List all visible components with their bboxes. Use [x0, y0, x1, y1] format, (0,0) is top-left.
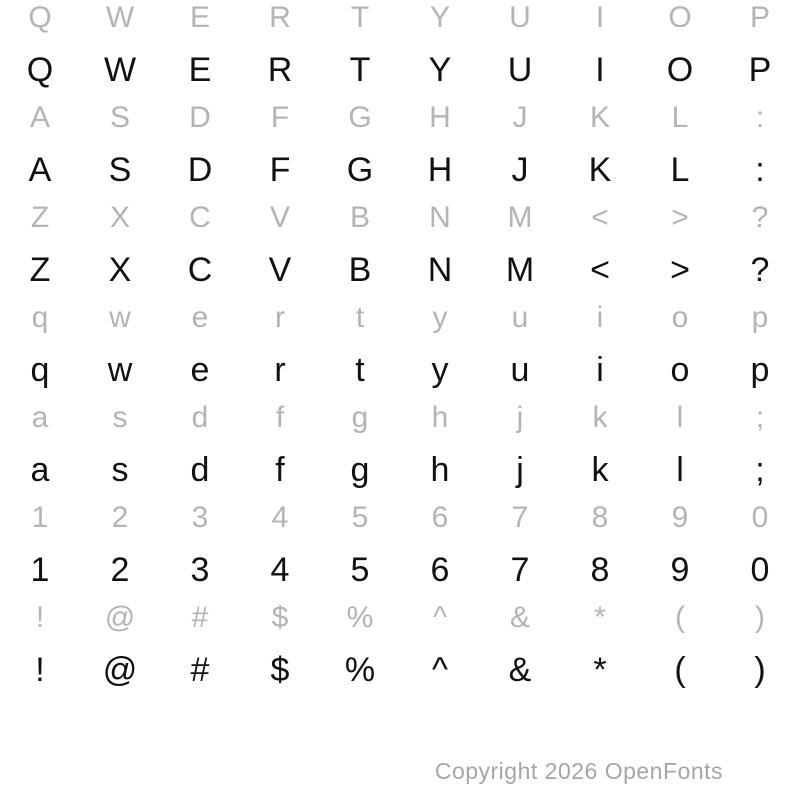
- glyph-cell: f: [275, 401, 285, 434]
- glyph-cell: ?: [751, 201, 769, 234]
- glyph-cell: :: [755, 151, 765, 189]
- glyph-cell: a: [31, 401, 49, 434]
- glyph-cell: j: [516, 451, 524, 489]
- glyph-cell: 5: [350, 551, 370, 589]
- glyph-cell: O: [666, 51, 694, 89]
- glyph-cell: N: [427, 251, 453, 289]
- glyph-cell: 4: [270, 551, 290, 589]
- copyright-text: Copyright 2026 OpenFonts: [434, 758, 723, 784]
- glyph-cell: w: [109, 301, 131, 334]
- glyph-cell: B: [349, 201, 370, 234]
- specimen-row-lowercase-qwerty-gray: [0, 293, 800, 343]
- glyph-cell: y: [431, 351, 449, 389]
- glyph-cell: L: [670, 151, 690, 189]
- glyph-cell: O: [668, 1, 692, 34]
- glyph-cell: G: [348, 101, 372, 134]
- glyph-cell: D: [189, 101, 211, 134]
- glyph-cell: A: [29, 101, 50, 134]
- glyph-cell: Q: [28, 1, 52, 34]
- glyph-cell: 1: [31, 501, 49, 534]
- glyph-cell: t: [355, 301, 365, 334]
- glyph-cell: *: [594, 601, 606, 634]
- glyph-cell: C: [189, 201, 211, 234]
- specimen-row-digits-gray: [0, 493, 800, 543]
- glyph-cell: S: [108, 151, 132, 189]
- glyph-cell: F: [270, 101, 290, 134]
- glyph-cell: L: [671, 101, 689, 134]
- glyph-cell: l: [676, 401, 684, 434]
- glyph-cell: A: [28, 151, 52, 189]
- glyph-cell: H: [427, 151, 453, 189]
- glyph-cell: ): [755, 601, 765, 634]
- glyph-cell: 7: [511, 501, 529, 534]
- glyph-cell: t: [355, 351, 365, 389]
- glyph-cell: u: [510, 351, 530, 389]
- glyph-cell: 8: [590, 551, 610, 589]
- glyph-cell: >: [670, 251, 690, 289]
- glyph-cell: 6: [431, 501, 449, 534]
- glyph-cell: k: [591, 451, 609, 489]
- specimen-row-lowercase-asdf-black: [0, 445, 800, 495]
- glyph-cell: i: [596, 301, 604, 334]
- glyph-cell: @: [102, 651, 138, 689]
- glyph-cell: ^: [432, 651, 448, 689]
- glyph-cell: M: [507, 201, 533, 234]
- glyph-cell: H: [429, 101, 451, 134]
- glyph-cell: M: [505, 251, 535, 289]
- glyph-cell: S: [109, 101, 130, 134]
- specimen-row-symbols-black: [0, 645, 800, 695]
- glyph-cell: j: [516, 401, 524, 434]
- glyph-cell: $: [271, 601, 289, 634]
- glyph-cell: X: [109, 201, 130, 234]
- glyph-cell: Y: [429, 1, 450, 34]
- glyph-cell: J: [512, 101, 528, 134]
- glyph-cell: 8: [591, 501, 609, 534]
- glyph-cell: r: [275, 301, 285, 334]
- specimen-row-digits-black: [0, 545, 800, 595]
- glyph-cell: u: [511, 301, 529, 334]
- glyph-cell: >: [671, 201, 689, 234]
- glyph-cell: C: [187, 251, 213, 289]
- glyph-cell: 3: [190, 551, 210, 589]
- glyph-cell: N: [429, 201, 451, 234]
- glyph-cell: d: [190, 451, 210, 489]
- glyph-cell: ;: [755, 401, 765, 434]
- glyph-cell: 0: [751, 501, 769, 534]
- glyph-cell: o: [670, 351, 690, 389]
- glyph-cell: E: [189, 1, 210, 34]
- glyph-cell: 2: [110, 551, 130, 589]
- glyph-cell: 7: [510, 551, 530, 589]
- glyph-cell: Z: [30, 201, 50, 234]
- glyph-cell: B: [348, 251, 372, 289]
- glyph-cell: :: [755, 101, 765, 134]
- glyph-cell: (: [675, 601, 685, 634]
- glyph-cell: h: [431, 401, 449, 434]
- specimen-row-uppercase-asdf-black: [0, 145, 800, 195]
- glyph-cell: <: [591, 201, 609, 234]
- glyph-cell: o: [671, 301, 689, 334]
- glyph-cell: Z: [29, 251, 51, 289]
- glyph-cell: T: [349, 51, 371, 89]
- glyph-cell: p: [750, 351, 770, 389]
- glyph-cell: T: [350, 1, 370, 34]
- glyph-cell: I: [595, 51, 605, 89]
- glyph-cell: F: [269, 151, 291, 189]
- specimen-row-uppercase-qwerty-black: [0, 45, 800, 95]
- glyph-cell: h: [430, 451, 450, 489]
- specimen-row-uppercase-zxcv-gray: [0, 193, 800, 243]
- glyph-cell: P: [749, 1, 770, 34]
- glyph-cell: %: [346, 601, 374, 634]
- glyph-cell: %: [344, 651, 376, 689]
- glyph-cell: #: [191, 601, 209, 634]
- glyph-cell: ;: [755, 451, 765, 489]
- glyph-cell: Q: [26, 51, 54, 89]
- glyph-cell: $: [270, 651, 290, 689]
- glyph-cell: 5: [351, 501, 369, 534]
- glyph-cell: l: [676, 451, 684, 489]
- glyph-cell: 9: [670, 551, 690, 589]
- glyph-cell: i: [596, 351, 604, 389]
- glyph-cell: <: [590, 251, 610, 289]
- specimen-row-lowercase-asdf-gray: [0, 393, 800, 443]
- glyph-cell: *: [593, 651, 607, 689]
- glyph-cell: p: [751, 301, 769, 334]
- glyph-cell: (: [674, 651, 686, 689]
- glyph-cell: g: [350, 451, 370, 489]
- glyph-cell: U: [507, 51, 533, 89]
- glyph-cell: 6: [430, 551, 450, 589]
- glyph-cell: g: [351, 401, 369, 434]
- glyph-cell: 4: [271, 501, 289, 534]
- glyph-cell: k: [592, 401, 608, 434]
- specimen-row-uppercase-asdf-gray: [0, 93, 800, 143]
- glyph-cell: E: [188, 51, 212, 89]
- glyph-cell: s: [111, 451, 129, 489]
- specimen-row-symbols-gray: [0, 593, 800, 643]
- glyph-cell: 2: [111, 501, 129, 534]
- glyph-cell: q: [30, 351, 50, 389]
- specimen-row-uppercase-zxcv-black: [0, 245, 800, 295]
- glyph-cell: 0: [750, 551, 770, 589]
- glyph-cell: 1: [30, 551, 50, 589]
- glyph-cell: ^: [432, 601, 448, 634]
- specimen-row-lowercase-qwerty-black: [0, 345, 800, 395]
- glyph-cell: K: [589, 101, 610, 134]
- glyph-cell: J: [511, 151, 529, 189]
- glyph-cell: y: [432, 301, 448, 334]
- glyph-cell: @: [104, 601, 136, 634]
- glyph-cell: V: [269, 201, 290, 234]
- glyph-cell: 3: [191, 501, 209, 534]
- glyph-cell: Y: [428, 51, 452, 89]
- glyph-cell: e: [191, 301, 209, 334]
- glyph-cell: w: [107, 351, 133, 389]
- glyph-cell: D: [187, 151, 213, 189]
- glyph-cell: R: [269, 1, 291, 34]
- glyph-cell: !: [35, 601, 45, 634]
- glyph-cell: K: [588, 151, 612, 189]
- glyph-cell: d: [191, 401, 209, 434]
- specimen-row-uppercase-qwerty-gray: [0, 0, 800, 43]
- glyph-cell: W: [105, 1, 135, 34]
- glyph-cell: f: [275, 451, 285, 489]
- glyph-cell: P: [748, 51, 772, 89]
- glyph-cell: r: [274, 351, 286, 389]
- glyph-cell: U: [509, 1, 531, 34]
- glyph-cell: &: [509, 601, 530, 634]
- glyph-cell: q: [31, 301, 49, 334]
- glyph-cell: I: [595, 1, 605, 34]
- glyph-cell: s: [112, 401, 128, 434]
- glyph-cell: 9: [671, 501, 689, 534]
- glyph-cell: ?: [750, 251, 770, 289]
- glyph-cell: W: [103, 51, 137, 89]
- glyph-cell: G: [346, 151, 374, 189]
- glyph-cell: a: [30, 451, 50, 489]
- glyph-cell: ): [754, 651, 766, 689]
- glyph-cell: !: [35, 651, 45, 689]
- glyph-cell: R: [267, 51, 293, 89]
- glyph-cell: #: [190, 651, 210, 689]
- glyph-cell: e: [190, 351, 210, 389]
- glyph-cell: X: [108, 251, 132, 289]
- glyph-cell: &: [508, 651, 532, 689]
- glyph-cell: V: [268, 251, 292, 289]
